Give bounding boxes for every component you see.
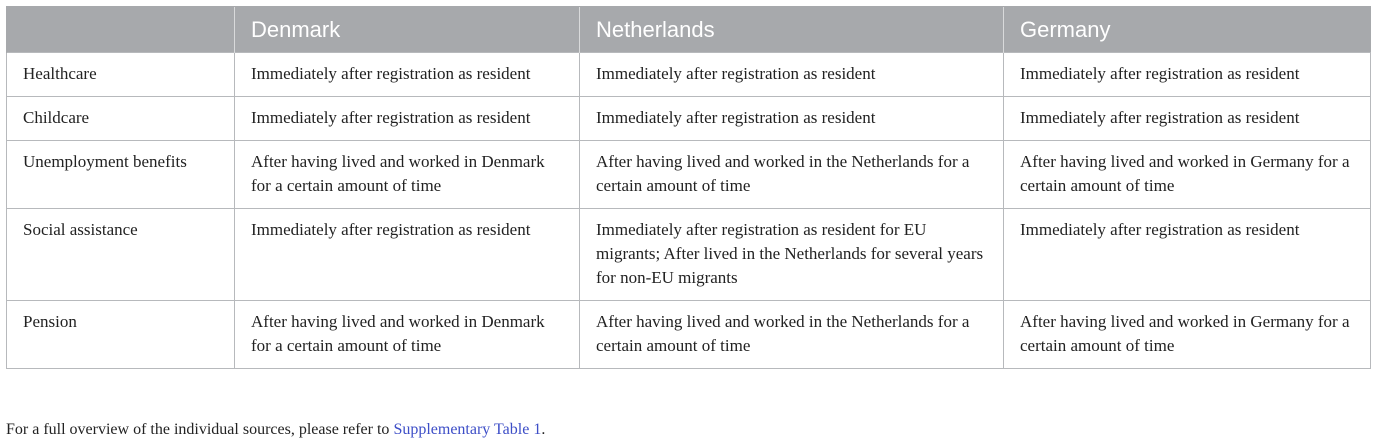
header-netherlands: Netherlands <box>580 7 1004 53</box>
table-row-unemployment-benefits <box>7 141 1371 209</box>
header-empty-cell <box>7 7 235 53</box>
table-row-healthcare <box>7 53 1371 97</box>
header-denmark: Denmark <box>235 7 580 53</box>
cell-pension-netherlands: After having lived and worked in the Netherlands for a certain amount of time <box>580 301 1004 369</box>
cell-healthcare-germany: Immediately after registration as resident <box>1004 53 1371 97</box>
benefits-table-container <box>6 6 1370 369</box>
footnote-end: . <box>541 421 546 438</box>
row-label-childcare: Childcare <box>7 97 235 141</box>
cell-social-assistance-germany: Immediately after registration as resident <box>1004 209 1371 301</box>
benefits-access-table <box>6 6 1371 369</box>
cell-healthcare-denmark: Immediately after registration as resident <box>235 53 580 97</box>
cell-childcare-germany: Immediately after registration as resident <box>1004 97 1371 141</box>
table-row-pension <box>7 301 1371 369</box>
row-label-healthcare: Healthcare <box>7 53 235 97</box>
cell-childcare-denmark: Immediately after registration as resident <box>235 97 580 141</box>
table-row-childcare <box>7 97 1371 141</box>
row-label-pension: Pension <box>7 301 235 369</box>
cell-healthcare-netherlands: Immediately after registration as resident <box>580 53 1004 97</box>
table-row-social-assistance <box>7 209 1371 301</box>
cell-pension-denmark: After having lived and worked in Denmark for a certain amount of time <box>235 301 580 369</box>
cell-pension-germany: After having lived and worked in Germany for a certain amount of time <box>1004 301 1371 369</box>
footnote-text: For a full overview of the individual sources, please refer to <box>6 421 394 438</box>
cell-unemployment-germany: After having lived and worked in Germany for a certain amount of time <box>1004 141 1371 209</box>
table-footnote <box>6 421 545 439</box>
cell-social-assistance-denmark: Immediately after registration as resident <box>235 209 580 301</box>
cell-childcare-netherlands: Immediately after registration as resident <box>580 97 1004 141</box>
table-header-row <box>7 7 1371 53</box>
cell-unemployment-netherlands: After having lived and worked in the Netherlands for a certain amount of time <box>580 141 1004 209</box>
cell-unemployment-denmark: After having lived and worked in Denmark for a certain amount of time <box>235 141 580 209</box>
header-germany: Germany <box>1004 7 1371 53</box>
cell-social-assistance-netherlands: Immediately after registration as resident for EU migrants; After lived in the Netherlands for several years for non-EU migrants <box>580 209 1004 301</box>
row-label-social-assistance: Social assistance <box>7 209 235 301</box>
row-label-unemployment-benefits: Unemployment benefits <box>7 141 235 209</box>
supplementary-table-link[interactable]: Supplementary Table 1 <box>393 421 542 438</box>
